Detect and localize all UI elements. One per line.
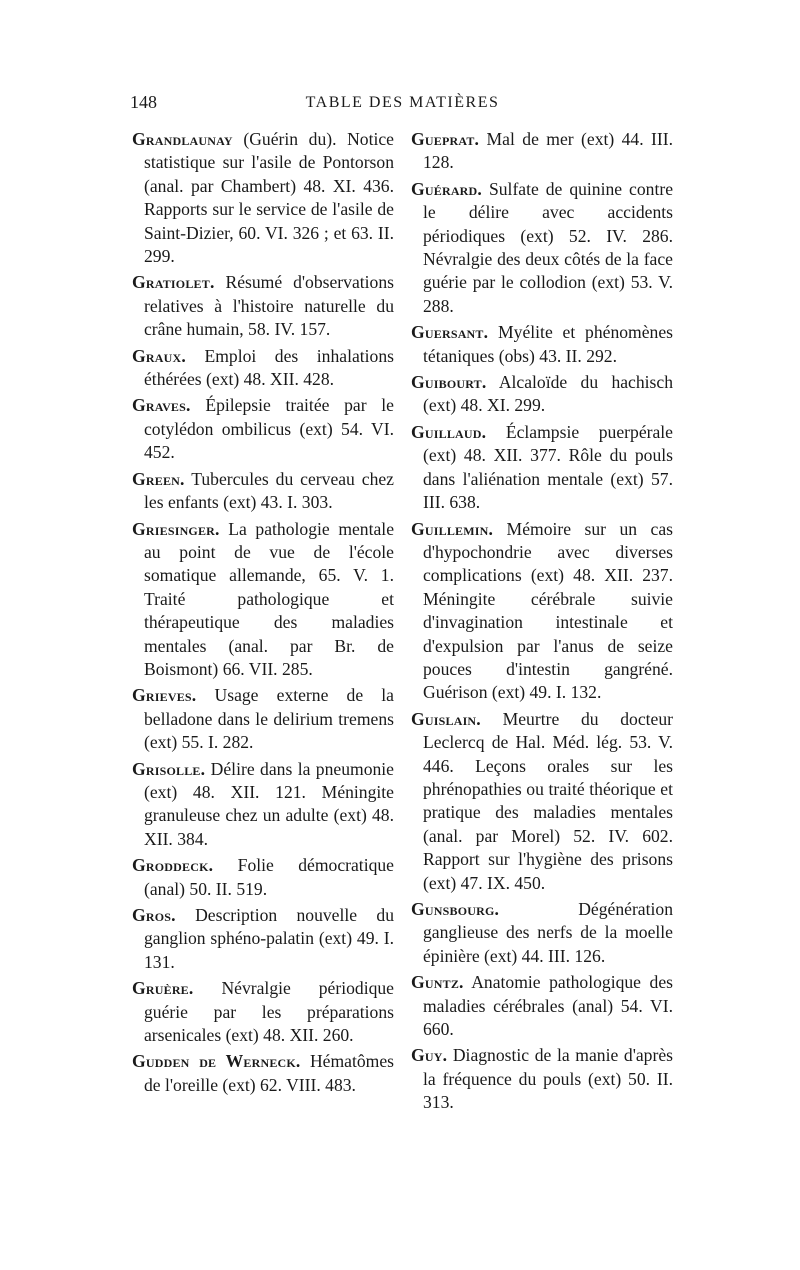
entry-author-name: Guérard. xyxy=(411,178,483,199)
index-entry xyxy=(411,708,673,895)
entry-author-name: Gruère. xyxy=(132,978,194,999)
index-entry xyxy=(411,321,673,368)
entry-author-name: Guntz. xyxy=(411,972,464,993)
entry-text: Description nouvelle du ganglion sphéno-palatin (ext) 49. I. 131. xyxy=(144,905,394,972)
left-column xyxy=(132,128,394,1100)
entry-text: Alcaloïde du hachisch (ext) 48. XI. 299. xyxy=(423,372,673,416)
index-entry xyxy=(411,518,673,705)
entry-author-name: Guislain. xyxy=(411,708,481,729)
entry-author-name: Griesinger. xyxy=(132,518,220,539)
index-entry xyxy=(132,518,394,682)
entry-author-name: Gudden de Werneck. xyxy=(132,1051,301,1072)
entry-text: Éclampsie puerpérale (ext) 48. XII. 377. Rôle du pouls dans l'aliénation mentale (ext) 57. III. 638. xyxy=(423,421,673,513)
entry-author-name: Graves. xyxy=(132,395,191,416)
index-entry xyxy=(132,128,394,268)
entry-author-name: Gueprat. xyxy=(411,129,480,149)
entry-text: Usage externe de la belladone dans le delirium tremens (ext) 55. I. 282. xyxy=(144,685,394,753)
index-entry xyxy=(132,1050,394,1097)
index-entry xyxy=(411,971,673,1041)
entry-text: Mal de mer (ext) 44. III. 128. xyxy=(423,129,673,173)
entry-text: Folie démocratique (anal) 50. II. 519. xyxy=(144,855,394,899)
entry-author-name: Gros. xyxy=(132,905,176,925)
index-entry xyxy=(132,271,394,341)
entry-text: Diagnostic de la manie d'après la fréquence du pouls (ext) 50. II. 313. xyxy=(423,1045,673,1113)
index-entry xyxy=(411,128,673,175)
page-header xyxy=(130,92,675,118)
entry-text: Anatomie pathologique des maladies cérébrales (anal) 54. VI. 660. xyxy=(423,972,673,1040)
entry-text: Délire dans la pneumonie (ext) 48. XII. 121. Méningite granuleuse chez un adulte (ext) 48. XII. 384. xyxy=(144,758,394,849)
entry-text: Myélite et phénomènes tétaniques (obs) 43. II. 292. xyxy=(423,322,673,366)
index-entry xyxy=(411,371,673,418)
entry-author-name: Guillemin. xyxy=(411,518,494,539)
entry-author-name: Gratiolet. xyxy=(132,272,215,293)
page-number: 148 xyxy=(130,92,157,112)
entry-text: La pathologie mentale au point de vue de l'école somatique allemande, 65. V. 1. Traité pathologique et thérapeutique des maladies mentales (anal. par Br. de Boismont) 66. VII. 285. xyxy=(144,518,394,679)
entry-author-name: Guillaud. xyxy=(411,421,487,442)
index-entry xyxy=(132,977,394,1047)
entry-author-name: Guy. xyxy=(411,1045,448,1066)
entry-author-name: Graux. xyxy=(132,345,186,366)
index-entry xyxy=(132,468,394,515)
entry-text: Hématômes de l'oreille (ext) 62. VIII. 483. xyxy=(144,1051,395,1095)
running-title: TABLE DES MATIÈRES xyxy=(305,94,500,111)
entry-author-name: Green. xyxy=(132,468,185,489)
entry-text: Emploi des inhalations éthérées (ext) 48. XII. 428. xyxy=(144,345,394,390)
entry-author-name: Guibourt. xyxy=(411,372,487,393)
entry-author-name: Groddeck. xyxy=(132,855,214,876)
entry-text: Épilepsie traitée par le cotylédon ombilicus (ext) 54. VI. 452. xyxy=(144,395,394,463)
entry-text: Meurtre du docteur Leclercq de Hal. Méd. lég. 53. V. 446. Leçons orales sur les phrénopathies ou traité théorique et pratique des maladies mentales (anal. par Morel) 52. IV. 602. Rapport sur l'hygiène des prisons (ext) 47. IX. 450. xyxy=(423,708,673,893)
entry-author-name: Guersant. xyxy=(411,322,489,343)
entry-author-name: Grieves. xyxy=(132,685,197,706)
entry-author-name: Grisolle. xyxy=(132,758,206,779)
index-entry xyxy=(132,758,394,852)
index-entry xyxy=(132,345,394,392)
entry-text: Résumé d'observations relatives à l'histoire naturelle du crâne humain, 58. IV. 157. xyxy=(144,272,394,340)
index-entry xyxy=(132,904,394,974)
entry-text: Tubercules du cerveau chez les enfants (ext) 43. I. 303. xyxy=(144,468,394,513)
index-entry xyxy=(132,684,394,754)
entry-text: (Guérin du). Notice statistique sur l'asile de Pontorson (anal. par Chambert) 48. XI. 436. Rapports sur le service de l'asile de Saint-Dizier, 60. VI. 326 ; et 63. II. 299. xyxy=(144,129,394,267)
index-entry xyxy=(411,1044,673,1114)
index-entry xyxy=(411,421,673,515)
index-entry xyxy=(411,898,673,968)
right-column xyxy=(411,128,673,1118)
entry-author-name: Gunsbourg. xyxy=(411,899,500,919)
entry-author-name: Grandlaunay xyxy=(132,129,233,149)
entry-text: Névralgie périodique guérie par les préparations arsenicales (ext) 48. XII. 260. xyxy=(144,978,394,1046)
entry-text: Sulfate de quinine contre le délire avec accidents périodiques (ext) 52. IV. 286. Névralgie des deux côtés de la face guérie par le collodion (ext) 53. V. 288. xyxy=(423,178,673,316)
entry-text: Dégénération ganglieuse des nerfs de la moelle épinière (ext) 44. III. 126. xyxy=(423,899,673,966)
index-entry xyxy=(411,178,673,318)
index-entry xyxy=(132,854,394,901)
index-entry xyxy=(132,394,394,464)
entry-text: Mémoire sur un cas d'hypochondrie avec diverses complications (ext) 48. XII. 237. Méningite cérébrale suivie d'invagination intestinale et d'expulsion par l'anus de seize pouces d'intestin gangréné. Guérison (ext) 49. I. 132. xyxy=(423,518,673,703)
